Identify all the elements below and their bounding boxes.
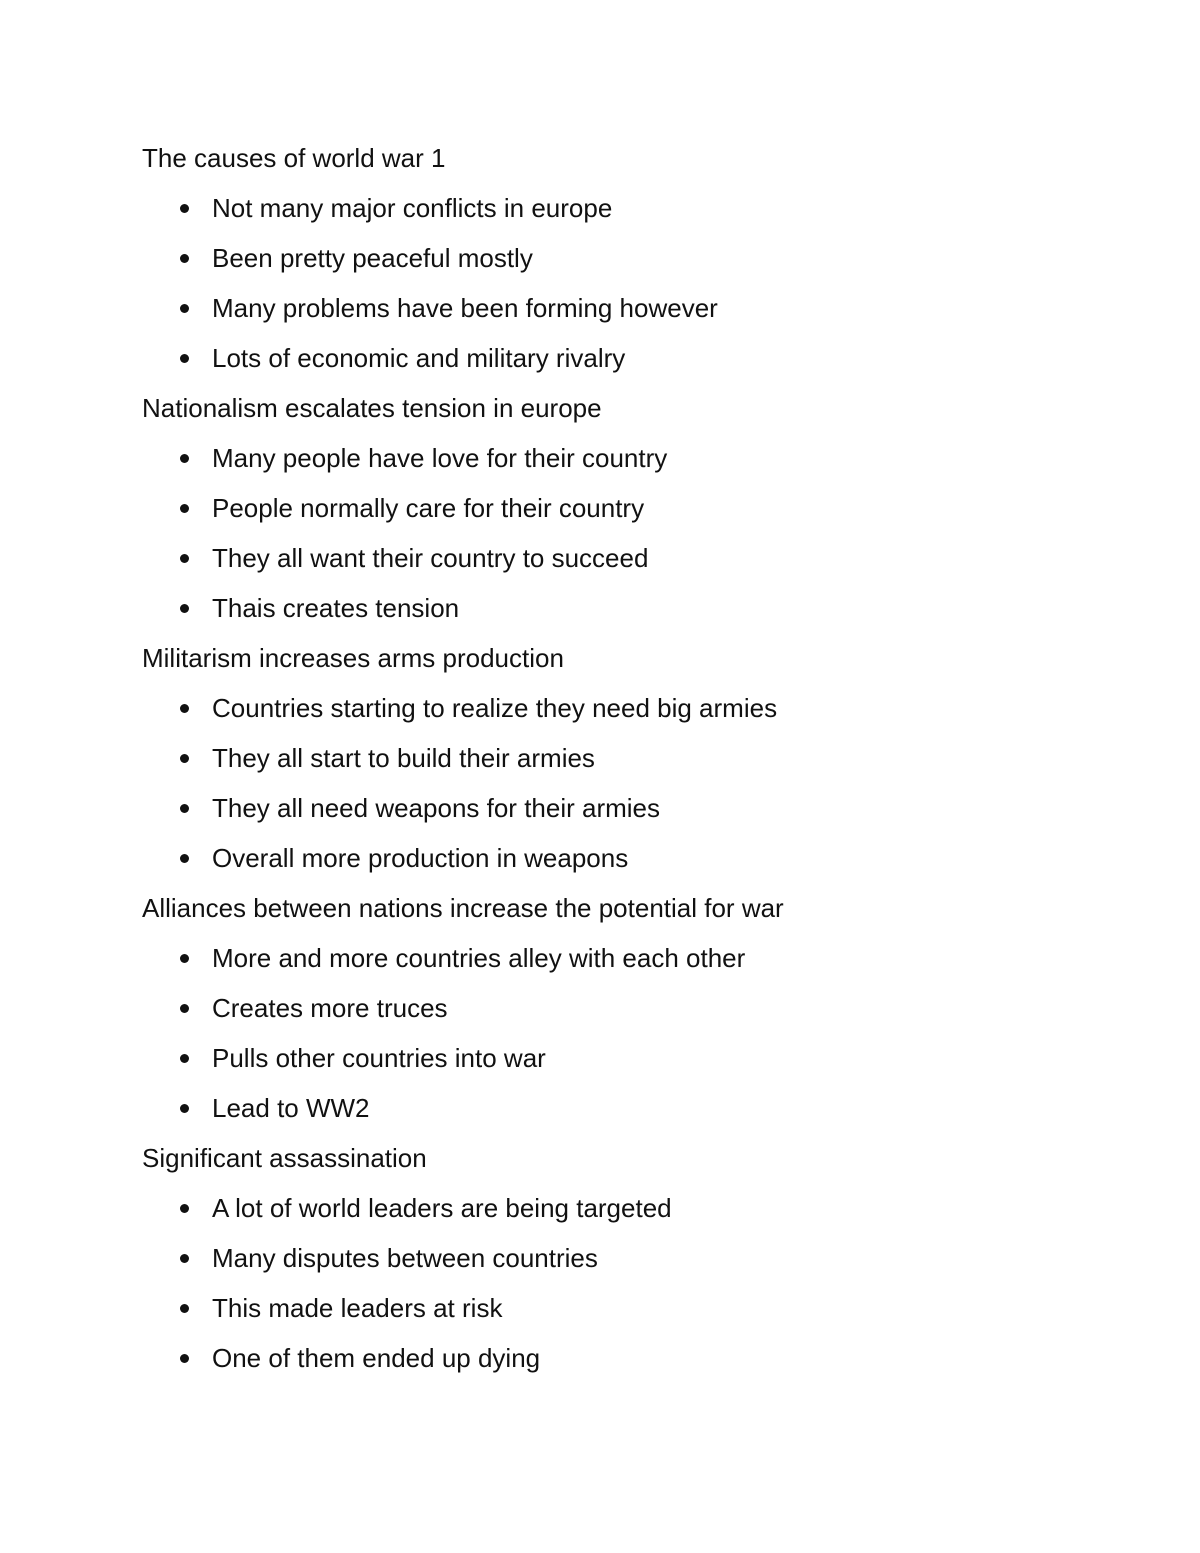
bullet-text: Lots of economic and military rivalry [212, 343, 626, 373]
bullet-list [0, 933, 1200, 1133]
bullet-icon [180, 954, 189, 963]
bullet-icon [180, 704, 189, 713]
bullet-item [212, 783, 1200, 833]
bullet-list [0, 433, 1200, 633]
bullet-item [212, 233, 1200, 283]
bullet-item [212, 583, 1200, 633]
bullet-icon [180, 1004, 189, 1013]
bullet-icon [180, 454, 189, 463]
bullet-text: They all start to build their armies [212, 743, 595, 773]
section-assassination [0, 1133, 1200, 1383]
bullet-icon [180, 1254, 189, 1263]
bullet-item [212, 1333, 1200, 1383]
bullet-icon [180, 1304, 189, 1313]
bullet-text: More and more countries alley with each other [212, 943, 746, 973]
bullet-item [212, 733, 1200, 783]
bullet-item [212, 1033, 1200, 1083]
bullet-text: Lead to WW2 [212, 1093, 370, 1123]
section-causes-of-ww1 [0, 133, 1200, 383]
bullet-text: Pulls other countries into war [212, 1043, 546, 1073]
bullet-item [212, 1083, 1200, 1133]
section-heading: Alliances between nations increase the potential for war [142, 893, 784, 923]
section-heading: Militarism increases arms production [142, 643, 564, 673]
bullet-text: Overall more production in weapons [212, 843, 629, 873]
bullet-item [212, 183, 1200, 233]
bullet-icon [180, 254, 189, 263]
bullet-item [212, 483, 1200, 533]
bullet-icon [180, 854, 189, 863]
bullet-text: Countries starting to realize they need big armies [212, 693, 778, 723]
bullet-icon [180, 804, 189, 813]
bullet-text: Many problems have been forming however [212, 293, 718, 323]
bullet-item [212, 1233, 1200, 1283]
bullet-text: People normally care for their country [212, 493, 645, 523]
bullet-icon [180, 204, 189, 213]
bullet-item [212, 933, 1200, 983]
bullet-item [212, 833, 1200, 883]
bullet-text: Creates more truces [212, 993, 448, 1023]
bullet-text: A lot of world leaders are being targeted [212, 1193, 672, 1223]
bullet-icon [180, 1054, 189, 1063]
bullet-icon [180, 554, 189, 563]
section-heading: The causes of world war 1 [142, 143, 446, 173]
bullet-item [212, 983, 1200, 1033]
bullet-item [212, 433, 1200, 483]
bullet-list [0, 183, 1200, 383]
bullet-item [212, 1283, 1200, 1333]
bullet-text: Not many major conflicts in europe [212, 193, 613, 223]
bullet-text: Thais creates tension [212, 593, 460, 623]
document-page [0, 133, 1200, 1383]
bullet-list [0, 1183, 1200, 1383]
bullet-item [212, 1183, 1200, 1233]
bullet-icon [180, 604, 189, 613]
bullet-icon [180, 1204, 189, 1213]
bullet-text: Many disputes between countries [212, 1243, 598, 1273]
bullet-icon [180, 504, 189, 513]
bullet-item [212, 683, 1200, 733]
bullet-text: Been pretty peaceful mostly [212, 243, 533, 273]
section-heading: Significant assassination [142, 1143, 427, 1173]
bullet-item [212, 533, 1200, 583]
section-nationalism [0, 383, 1200, 633]
section-heading: Nationalism escalates tension in europe [142, 393, 602, 423]
section-alliances [0, 883, 1200, 1133]
bullet-text: They all need weapons for their armies [212, 793, 661, 823]
section-militarism [0, 633, 1200, 883]
bullet-icon [180, 304, 189, 313]
bullet-item [212, 283, 1200, 333]
bullet-item [212, 333, 1200, 383]
bullet-icon [180, 754, 189, 763]
bullet-text: One of them ended up dying [212, 1343, 541, 1373]
bullet-icon [180, 1354, 189, 1363]
bullet-icon [180, 1104, 189, 1113]
bullet-text: Many people have love for their country [212, 443, 668, 473]
bullet-icon [180, 354, 189, 363]
bullet-text: They all want their country to succeed [212, 543, 649, 573]
bullet-list [0, 683, 1200, 883]
bullet-text: This made leaders at risk [212, 1293, 503, 1323]
